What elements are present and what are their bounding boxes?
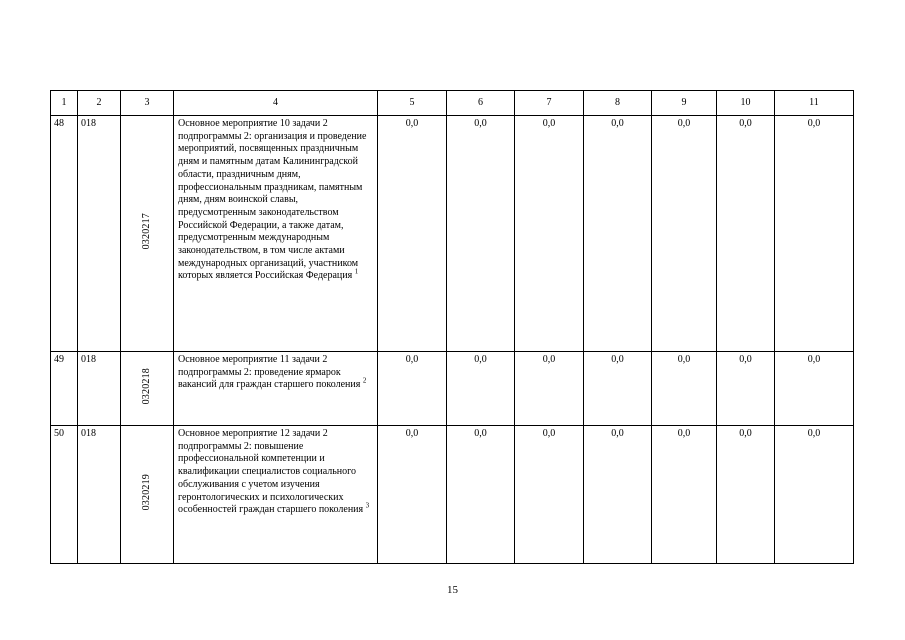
value-cell: 0,0 — [717, 116, 775, 352]
value-cell: 0,0 — [378, 116, 447, 352]
event-description: Основное мероприятие 10 задачи 2 подпрограммы 2: организация и проведение мероприятий, посвященных праздничным дням и памятным датам Калининградской области, праздничным дням, профессиональным праздникам, памятным дням, дням воинской славы, предусмотренным законодательством Российской Федерации, а также датам, предусмотренным международным законодательством, в том числе актами международных организаций, участником которых является Российская Федерация $^1$ — [174, 116, 378, 352]
event-description: Основное мероприятие 12 задачи 2 подпрограммы 2: повышение профессиональной компетенции и квалификации специалистов социального обслуживания с учетом изучения геронтологических и психологических особенностей граждан старшего поколения $^3$ — [174, 426, 378, 564]
page-number: 15 — [447, 584, 458, 596]
row-number: 48 — [51, 116, 78, 352]
header-cell: 6 — [447, 91, 515, 116]
table-row — [51, 426, 854, 564]
table-row — [51, 116, 854, 352]
header-cell: 1 — [51, 91, 78, 116]
value-cell: 0,0 — [515, 352, 584, 426]
value-cell: 0,0 — [515, 116, 584, 352]
value-cell: 0,0 — [717, 426, 775, 564]
value-cell: 0,0 — [584, 352, 652, 426]
header-cell: 5 — [378, 91, 447, 116]
org-code: 018 — [78, 426, 121, 564]
footnote-mark: 1 — [354, 268, 359, 277]
row-number: 49 — [51, 352, 78, 426]
footnote-mark: 2 — [362, 377, 367, 386]
budget-code: 0320217 — [140, 212, 152, 250]
header-cell: 3 — [121, 91, 174, 116]
header-cell: 11 — [775, 91, 854, 116]
value-cell: 0,0 — [447, 352, 515, 426]
header-cell: 9 — [652, 91, 717, 116]
value-cell: 0,0 — [652, 116, 717, 352]
header-cell: 7 — [515, 91, 584, 116]
value-cell: 0,0 — [447, 116, 515, 352]
header-cell: 8 — [584, 91, 652, 116]
org-code: 018 — [78, 116, 121, 352]
value-cell: 0,0 — [775, 116, 854, 352]
value-cell: 0,0 — [447, 426, 515, 564]
event-description: Основное мероприятие 11 задачи 2 подпрограммы 2: проведение ярмарок вакансий для граждан старшего поколения $^2$ — [174, 352, 378, 426]
org-code: 018 — [78, 352, 121, 426]
value-cell: 0,0 — [652, 426, 717, 564]
value-cell: 0,0 — [775, 352, 854, 426]
header-cell: 2 — [78, 91, 121, 116]
value-cell: 0,0 — [652, 352, 717, 426]
table-header-row — [51, 91, 854, 116]
budget-code: 0320218 — [140, 367, 152, 405]
footnote-mark: 3 — [365, 501, 370, 510]
value-cell: 0,0 — [515, 426, 584, 564]
value-cell: 0,0 — [584, 116, 652, 352]
value-cell: 0,0 — [378, 426, 447, 564]
header-cell: 10 — [717, 91, 775, 116]
value-cell: 0,0 — [584, 426, 652, 564]
value-cell: 0,0 — [378, 352, 447, 426]
budget-code: 0320219 — [140, 473, 152, 511]
row-number: 50 — [51, 426, 78, 564]
header-cell: 4 — [174, 91, 378, 116]
value-cell: 0,0 — [775, 426, 854, 564]
value-cell: 0,0 — [717, 352, 775, 426]
table-row — [51, 352, 854, 426]
budget-table — [50, 90, 854, 564]
